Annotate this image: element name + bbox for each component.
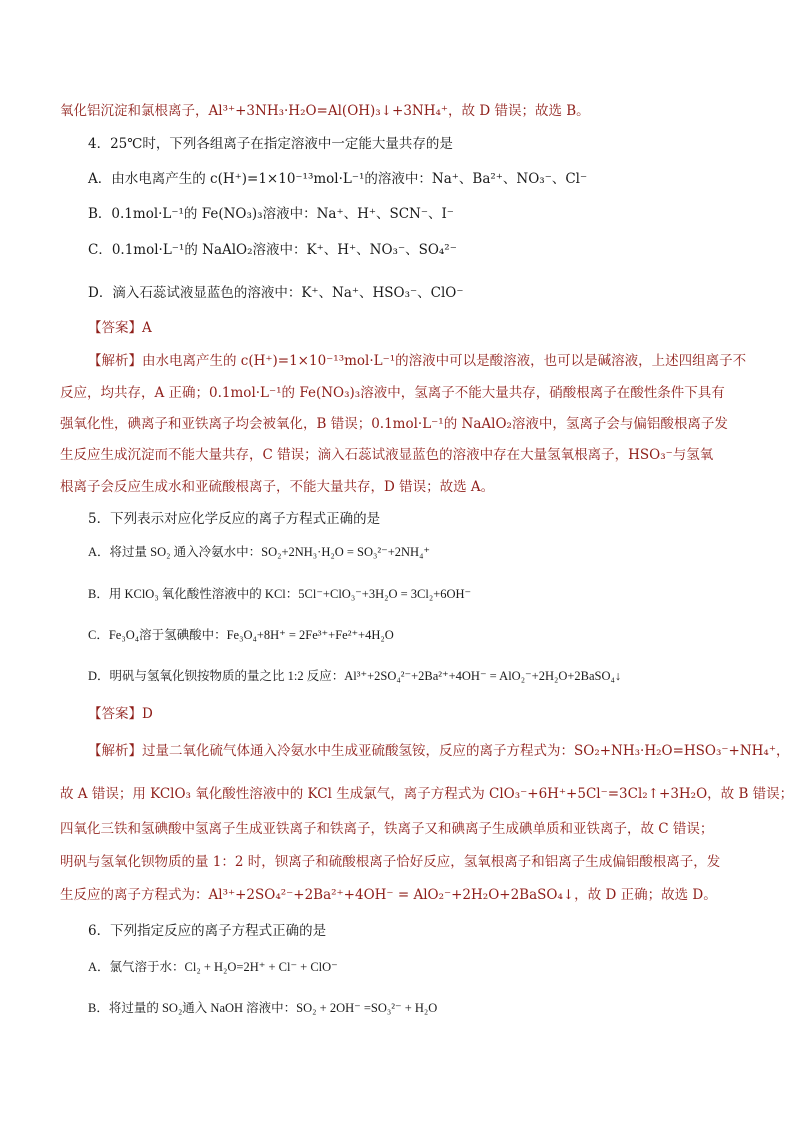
explanation-5-line: 生反应的离子方程式为：Al³⁺+2SO₄²⁻+2Ba²⁺+4OH⁻ = AlO₂⁻+2H₂O+2BaSO₄↓，故 D 正确；故选 D。	[60, 887, 717, 903]
question-6-option-b: B．将过量的 SO₂通入 NaOH 溶液中：SO₂ + 2OH⁻ =SO₃²⁻ + H₂O	[88, 1001, 438, 1015]
explanation-4-line: 【解析】由水电离产生的 c(H⁺)=1×10⁻¹³mol·L⁻¹的溶液中可以是酸溶液，也可以是碱溶液，上述四组离子不	[88, 353, 747, 369]
explanation-5-line: 【解析】过量二氧化硫气体通入冷氨水中生成亚硫酸氢铵，反应的离子方程式为：SO₂+NH₃·H₂O=HSO₃⁻+NH₄⁺，	[88, 743, 790, 759]
question-4-option-a: A．由水电离产生的 c(H⁺)=1×10⁻¹³mol·L⁻¹的溶液中：Na⁺、Ba²⁺、NO₃⁻、Cl⁻	[88, 171, 588, 187]
question-5-stem: 5．下列表示对应化学反应的离子方程式正确的是	[88, 511, 381, 527]
question-4-option-d: D．滴入石蕊试液显蓝色的溶液中：K⁺、Na⁺、HSO₃⁻、ClO⁻	[88, 285, 464, 301]
question-6-option-a: A．氯气溶于水：Cl₂ + H₂O=2H⁺ + Cl⁻ + ClO⁻	[88, 960, 338, 974]
question-5-option-a: A．将过量 SO₂ 通入冷氨水中：SO₂+2NH₃·H₂O = SO₃²⁻+2NH₄⁺	[88, 545, 431, 559]
explanation-4-line: 生反应生成沉淀而不能大量共存，C 错误；滴入石蕊试液显蓝色的溶液中存在大量氢氧根离子，HSO₃⁻与氢氧	[60, 447, 714, 463]
explanation-5-line: 明矾与氢氧化钡物质的量 1：2 时，钡离子和硫酸根离子恰好反应，氢氧根离子和铝离子生成偏铝酸根离子，发	[60, 854, 721, 870]
question-4-stem: 4．25℃时，下列各组离子在指定溶液中一定能大量共存的是	[88, 136, 453, 152]
question-4-option-b: B．0.1mol·L⁻¹的 Fe(NO₃)₃溶液中：Na⁺、H⁺、SCN⁻、I⁻	[88, 206, 454, 222]
explanation-4-line: 反应，均共存，A 正确；0.1mol·L⁻¹的 Fe(NO₃)₃溶液中，氢离子不能大量共存，硝酸根离子在酸性条件下具有	[60, 385, 725, 401]
answer-5: 【答案】D	[88, 706, 153, 722]
explanation-line: 氧化铝沉淀和氯根离子，Al³⁺+3NH₃·H₂O=Al(OH)₃↓+3NH₄⁺，故 D 错误；故选 B。	[60, 103, 590, 119]
explanation-4-line: 强氧化性，碘离子和亚铁离子均会被氧化，B 错误；0.1mol·L⁻¹的 NaAlO₂溶液中，氢离子会与偏铝酸根离子发	[60, 416, 728, 432]
question-4-option-c: C．0.1mol·L⁻¹的 NaAlO₂溶液中：K⁺、H⁺、NO₃⁻、SO₄²⁻	[88, 242, 457, 258]
question-5-option-d: D．明矾与氢氧化钡按物质的量之比 1:2 反应：Al³⁺+2SO₄²⁻+2Ba²⁺+4OH⁻ = AlO₂⁻+2H₂O+2BaSO₄↓	[88, 669, 622, 683]
question-5-option-c: C．Fe₃O₄溶于氢碘酸中：Fe₃O₄+8H⁺ = 2Fe³⁺+Fe²⁺+4H₂O	[88, 628, 394, 642]
explanation-5-line: 故 A 错误；用 KClO₃ 氧化酸性溶液中的 KCl 生成氯气，离子方程式为 ClO₃⁻+6H⁺+5Cl⁻=3Cl₂↑+3H₂O，故 B 错误；	[60, 786, 794, 802]
explanation-4-line: 根离子会反应生成水和亚硫酸根离子，不能大量共存，D 错误；故选 A。	[60, 479, 495, 495]
question-6-stem: 6．下列指定反应的离子方程式正确的是	[88, 923, 327, 939]
question-5-option-b: B．用 KClO₃ 氧化酸性溶液中的 KCl：5Cl⁻+ClO₃⁻+3H₂O = 3Cl₂+6OH⁻	[88, 587, 472, 601]
answer-4: 【答案】A	[88, 320, 152, 336]
explanation-5-line: 四氧化三铁和氢碘酸中氢离子生成亚铁离子和铁离子，铁离子又和碘离子生成碘单质和亚铁离子，故 C 错误；	[60, 821, 714, 837]
